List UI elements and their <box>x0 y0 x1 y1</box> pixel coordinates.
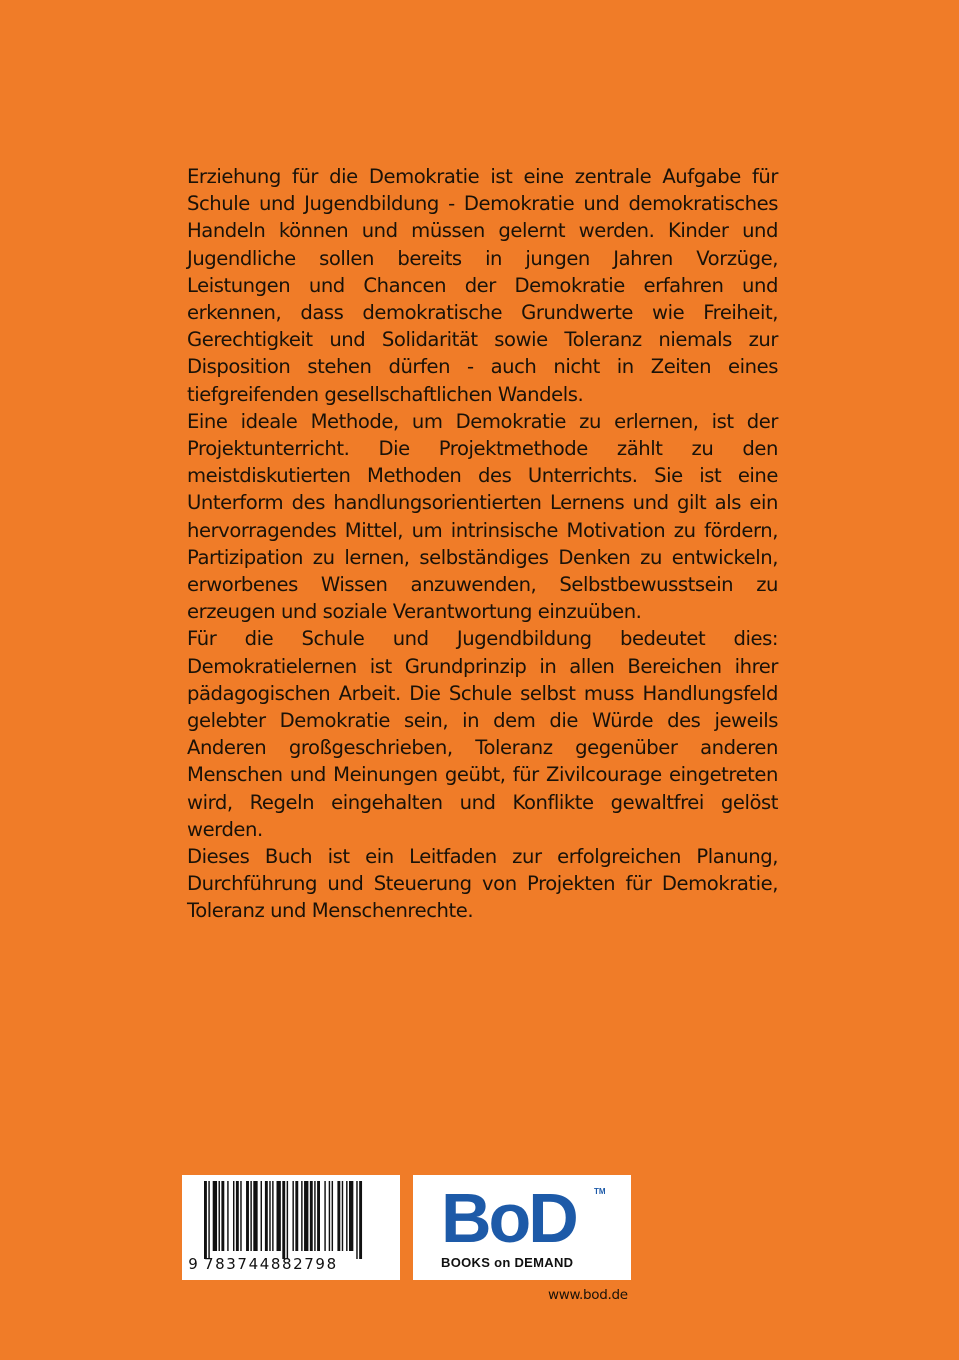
blurb-paragraph-1: Erziehung für die Demokratie ist eine zentrale Aufgabe für Schule und Jugendbildung - Demokratie und demokratisches Handeln können und müssen gelernt werden. Kinder und Jugendliche sollen bereits in jungen Jahren Vorzüge, Leistungen und Chancen der Demokratie erfahren und erkennen, dass demokratische Grundwerte wie Freiheit, Gerechtigkeit und Solidarität sowie Toleranz niemals zur Disposition stehen dürfen - auch nicht in Zeiten eines tiefgreifenden gesellschaftlichen Wandels. <box>187 165 778 406</box>
blurb-paragraph-2: Eine ideale Methode, um Demokratie zu erlernen, ist der Projektunterricht. Die Projektmethode zählt zu den meistdiskutierten Methoden des Unterrichts. Sie ist eine Unterform des handlungsorientierten Lernens und gilt als ein hervorragendes Mittel, um intrinsische Motivation zu fördern, Partizipation zu lernen, selbständiges Denken zu entwickeln, erworbenes Wissen anzuwenden, Selbstbewusstsein zu erzeugen und soziale Verantwortung einzuüben. <box>187 409 778 624</box>
barcode-bars-icon <box>182 1175 400 1259</box>
trademark-mark: TM <box>594 1187 606 1196</box>
isbn-number <box>182 1253 400 1275</box>
back-cover-blurb <box>187 163 778 925</box>
bod-logo: BoD <box>441 1179 576 1257</box>
isbn-remaining-digits: 783744882798 <box>204 1255 338 1273</box>
publisher-logo-box <box>413 1175 631 1280</box>
publisher-website: www.bod.de <box>548 1287 628 1303</box>
blurb-paragraph-3: Für die Schule und Jugendbildung bedeutet dies: Demokratielernen ist Grundprinzip in allen Bereichen ihrer pädagogischen Arbeit. Die Schule selbst muss Handlungsfeld gelebter Demokratie sein, in dem die Würde des jeweils Anderen großgeschrieben, Toleranz gegenüber anderen Menschen und Meinungen geübt, für Zivilcourage eingetreten wird, Regeln eingehalten und Konflikte gewaltfrei gelöst werden. <box>187 627 778 841</box>
isbn-first-digit: 9 <box>188 1255 198 1273</box>
isbn-barcode <box>182 1175 400 1280</box>
publisher-tagline: BOOKS on DEMAND <box>441 1255 574 1270</box>
blurb-paragraph-4: Dieses Buch ist ein Leitfaden zur erfolgreichen Planung, Durchführung und Steuerung von Projekten für Demokratie, Toleranz und Menschenrechte. <box>187 845 778 923</box>
